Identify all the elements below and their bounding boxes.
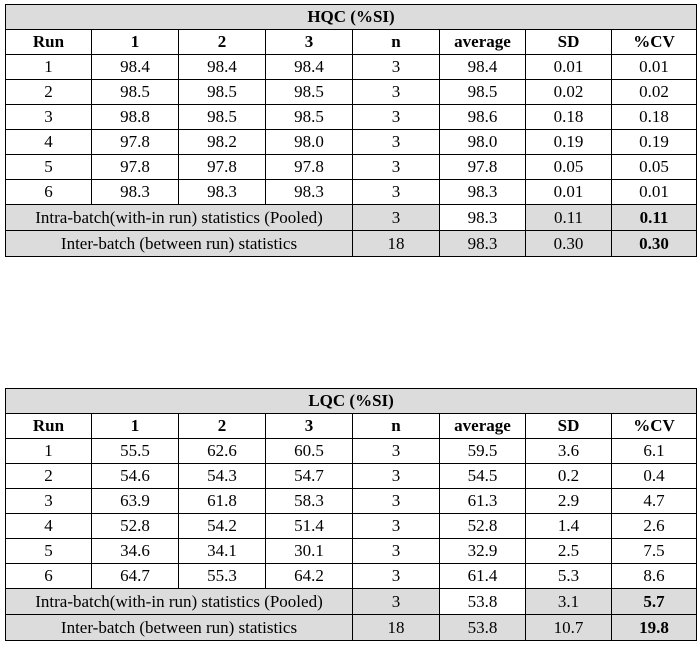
header-cell-average: average: [440, 30, 526, 55]
table-cell: 2: [6, 80, 92, 105]
intra-batch-row: [6, 589, 697, 615]
intra-batch-average: 53.8: [440, 589, 526, 615]
table-title-row: [6, 5, 697, 30]
table-cell: 55.3: [179, 564, 266, 589]
table-cell: 2: [6, 464, 92, 489]
header-cell-sd: SD: [526, 30, 612, 55]
inter-batch-row: [6, 615, 697, 641]
table-cell: 3: [353, 80, 440, 105]
table-cell: 1: [6, 439, 92, 464]
lqc-table: [5, 388, 697, 641]
table-cell: 6: [6, 564, 92, 589]
table-cell: 0.01: [526, 180, 612, 205]
table-row: [6, 564, 697, 589]
inter-batch-cv: 19.8: [612, 615, 697, 641]
table-row: [6, 130, 697, 155]
table-cell: 97.8: [92, 155, 179, 180]
table-cell: 3: [353, 130, 440, 155]
intra-batch-cv: 0.11: [612, 205, 697, 231]
table-cell: 0.2: [526, 464, 612, 489]
intra-batch-n: 3: [353, 205, 440, 231]
table-cell: 97.8: [266, 155, 353, 180]
inter-batch-sd: 0.30: [526, 231, 612, 257]
table-row: [6, 105, 697, 130]
table-cell: 98.4: [440, 55, 526, 80]
intra-batch-sd: 0.11: [526, 205, 612, 231]
inter-batch-sd: 10.7: [526, 615, 612, 641]
table-cell: 0.19: [612, 130, 697, 155]
table-cell: 3: [353, 564, 440, 589]
table-row: [6, 80, 697, 105]
table-row: [6, 155, 697, 180]
table-cell: 6: [6, 180, 92, 205]
table-cell: 54.3: [179, 464, 266, 489]
intra-batch-cv: 5.7: [612, 589, 697, 615]
intra-batch-row: [6, 205, 697, 231]
table-cell: 64.2: [266, 564, 353, 589]
header-cell-2: 2: [179, 30, 266, 55]
table-cell: 5.3: [526, 564, 612, 589]
table-cell: 3: [353, 180, 440, 205]
inter-batch-label: Inter-batch (between run) statistics: [6, 615, 353, 641]
header-cell-n: n: [353, 414, 440, 439]
table-row: [6, 464, 697, 489]
table-cell: 59.5: [440, 439, 526, 464]
header-cell-run: Run: [6, 414, 92, 439]
table-cell: 98.5: [179, 105, 266, 130]
inter-batch-row: [6, 231, 697, 257]
inter-batch-label: Inter-batch (between run) statistics: [6, 231, 353, 257]
table-cell: 30.1: [266, 539, 353, 564]
table-cell: 0.4: [612, 464, 697, 489]
table-cell: 1.4: [526, 514, 612, 539]
table-cell: 5: [6, 539, 92, 564]
table-cell: 98.5: [266, 105, 353, 130]
table-cell: 3: [353, 514, 440, 539]
table-cell: 98.5: [92, 80, 179, 105]
inter-batch-average: 98.3: [440, 231, 526, 257]
table-cell: 97.8: [179, 155, 266, 180]
table-cell: 98.3: [440, 180, 526, 205]
table-row: [6, 180, 697, 205]
table-cell: 0.05: [526, 155, 612, 180]
table-cell: 54.6: [92, 464, 179, 489]
table-cell: 2.6: [612, 514, 697, 539]
header-cell-cv: %CV: [612, 30, 697, 55]
table-cell: 2.5: [526, 539, 612, 564]
table-cell: 3: [353, 464, 440, 489]
intra-batch-n: 3: [353, 589, 440, 615]
table-cell: 34.1: [179, 539, 266, 564]
table-cell: 0.01: [612, 180, 697, 205]
table-cell: 98.4: [179, 55, 266, 80]
table-title: HQC (%SI): [6, 5, 697, 30]
table-cell: 98.0: [440, 130, 526, 155]
table-title-row: [6, 389, 697, 414]
table-cell: 5: [6, 155, 92, 180]
table-cell: 7.5: [612, 539, 697, 564]
table-cell: 3: [353, 55, 440, 80]
table-row: [6, 539, 697, 564]
table-cell: 0.01: [612, 55, 697, 80]
inter-batch-n: 18: [353, 615, 440, 641]
table-cell: 3: [353, 489, 440, 514]
header-cell-3: 3: [266, 30, 353, 55]
table-cell: 0.02: [612, 80, 697, 105]
table-cell: 0.19: [526, 130, 612, 155]
table-cell: 8.6: [612, 564, 697, 589]
table-cell: 54.2: [179, 514, 266, 539]
table-cell: 52.8: [92, 514, 179, 539]
table-cell: 3: [6, 105, 92, 130]
header-cell-run: Run: [6, 30, 92, 55]
table-row: [6, 489, 697, 514]
header-cell-1: 1: [92, 414, 179, 439]
table-cell: 98.3: [92, 180, 179, 205]
table-cell: 2.9: [526, 489, 612, 514]
table-cell: 1: [6, 55, 92, 80]
table-cell: 34.6: [92, 539, 179, 564]
table-cell: 63.9: [92, 489, 179, 514]
table-cell: 0.18: [612, 105, 697, 130]
table-cell: 98.5: [440, 80, 526, 105]
table-cell: 98.6: [440, 105, 526, 130]
intra-batch-label: Intra-batch(with-in run) statistics (Pooled): [6, 205, 353, 231]
table-cell: 54.7: [266, 464, 353, 489]
table-cell: 3: [353, 105, 440, 130]
table-cell: 98.3: [266, 180, 353, 205]
table-cell: 98.4: [92, 55, 179, 80]
table-cell: 98.4: [266, 55, 353, 80]
table-row: [6, 439, 697, 464]
table-cell: 54.5: [440, 464, 526, 489]
table-cell: 60.5: [266, 439, 353, 464]
table-cell: 6.1: [612, 439, 697, 464]
inter-batch-n: 18: [353, 231, 440, 257]
table-cell: 3: [353, 439, 440, 464]
table-cell: 0.01: [526, 55, 612, 80]
table-cell: 0.02: [526, 80, 612, 105]
table-cell: 3: [6, 489, 92, 514]
table-title: LQC (%SI): [6, 389, 697, 414]
table-cell: 52.8: [440, 514, 526, 539]
table-cell: 3: [353, 539, 440, 564]
table-cell: 98.5: [266, 80, 353, 105]
table-cell: 97.8: [92, 130, 179, 155]
header-cell-2: 2: [179, 414, 266, 439]
table-cell: 51.4: [266, 514, 353, 539]
table-cell: 58.3: [266, 489, 353, 514]
table-cell: 4: [6, 130, 92, 155]
table-cell: 0.05: [612, 155, 697, 180]
table-cell: 62.6: [179, 439, 266, 464]
intra-batch-average: 98.3: [440, 205, 526, 231]
table-cell: 61.8: [179, 489, 266, 514]
header-row: [6, 414, 697, 439]
header-cell-n: n: [353, 30, 440, 55]
table-cell: 32.9: [440, 539, 526, 564]
table-cell: 98.0: [266, 130, 353, 155]
table-cell: 98.3: [179, 180, 266, 205]
table-cell: 0.18: [526, 105, 612, 130]
header-cell-1: 1: [92, 30, 179, 55]
table-cell: 61.3: [440, 489, 526, 514]
inter-batch-average: 53.8: [440, 615, 526, 641]
table-cell: 61.4: [440, 564, 526, 589]
hqc-table: [5, 4, 697, 257]
table-cell: 3: [353, 155, 440, 180]
table-cell: 98.2: [179, 130, 266, 155]
header-cell-cv: %CV: [612, 414, 697, 439]
inter-batch-cv: 0.30: [612, 231, 697, 257]
table-row: [6, 55, 697, 80]
intra-batch-sd: 3.1: [526, 589, 612, 615]
table-cell: 3.6: [526, 439, 612, 464]
table-cell: 98.8: [92, 105, 179, 130]
header-row: [6, 30, 697, 55]
table-cell: 98.5: [179, 80, 266, 105]
header-cell-average: average: [440, 414, 526, 439]
table-cell: 97.8: [440, 155, 526, 180]
table-cell: 55.5: [92, 439, 179, 464]
header-cell-3: 3: [266, 414, 353, 439]
table-cell: 64.7: [92, 564, 179, 589]
table-cell: 4: [6, 514, 92, 539]
table-cell: 4.7: [612, 489, 697, 514]
intra-batch-label: Intra-batch(with-in run) statistics (Pooled): [6, 589, 353, 615]
table-row: [6, 514, 697, 539]
header-cell-sd: SD: [526, 414, 612, 439]
